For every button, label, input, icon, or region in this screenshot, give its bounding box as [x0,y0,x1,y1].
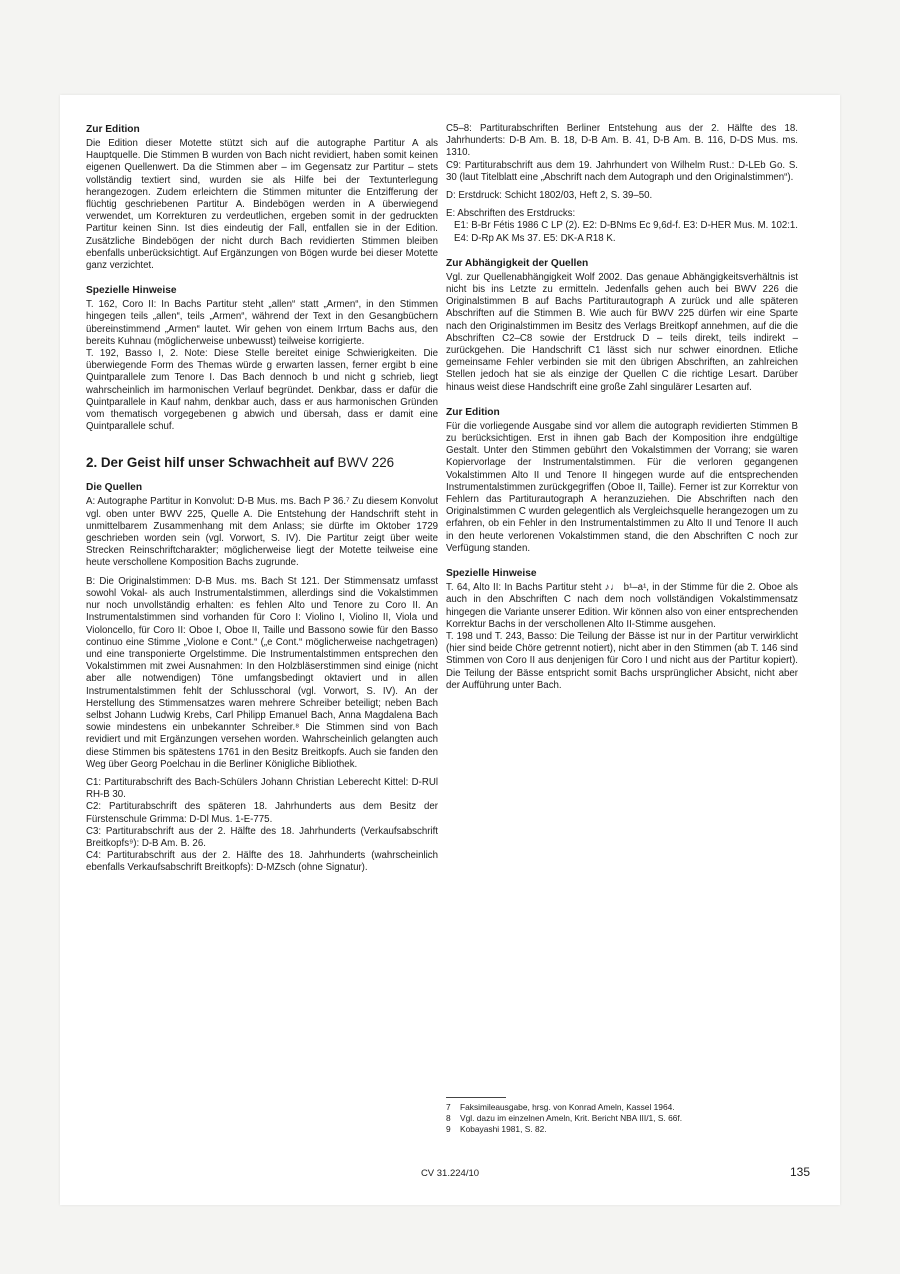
page-number: 135 [789,1165,810,1179]
footnote [446,1124,798,1135]
footnote-number: 7 [446,1102,451,1112]
source-b-paragraph: B: Die Originalstimmen: D-B Mus. ms. Bach St 121. Der Stimmensatz umfasst sowohl Vokal- als auch Instrumentalstimmen, allerdings sind die Vokalstimmen nur noch unvollständig erhalten: es fehlen Alto und Tenore zu Coro II. An Instrumentalstimmen sind vorhanden für Coro I: Violino I, Violino II, Viola und Violoncello, für Coro II: Oboe I, Oboe II, Taille und Bassono sowie für den Basso continuo eine Stimme „Violone e Cont.“ („e Cont.“ möglicherweise nachgetragen) und eine transponierte Orgelstimme. Die Instrumentalstimmen entsprechen den Vokalstimmen mit zwei Ausnahmen: In den Holzbläserstimmen sind einige (nicht aber alle notwendigen) Töne umfangsbedingt oktaviert und in allen Instrumentalstimmen fehlt der Schlusschoral (vgl. Vorwort, S. IV). An der Herstellung des Stimmensatzes waren mehrere Schreiber beteiligt; neben Bach selbst Johann Ludwig Krebs, Carl Philipp Emanuel Bach, Anna Magdalena Bach sowie mindestens ein unbekannter Schreiber.⁸ Die Stimmen sind von Bach revidiert und mit Ergänzungen versehen worden. Wahrscheinlich gelangten auch diese Stimmen bis spätestens 1761 in den Besitz Breitkopfs. Auch sie fanden den Weg über Georg Poelchau in die Berliner Königliche Bibliothek. [86,575,438,770]
source-c1-paragraph: C1: Partiturabschrift des Bach-Schülers Johann Christian Leberecht Kittel: D-RUl RH-B 30. [86,776,438,801]
footnote-number: 9 [446,1124,451,1134]
hints-heading: Spezielle Hinweise [86,285,177,297]
hint-paragraph: T. 64, Alto II: In Bachs Partitur steht ♪♩ b¹–a¹, in der Stimme für die 2. Oboe als auch in den Abschriften C nach dem noch vollständigen Vokalstimmensatz hingegen die Variante unserer Edition. Wir können also von einer entsprechenden Korrektur Bachs in der verschollenen Alto II-Stimme ausgehen. [446,582,798,630]
hint-paragraph: T. 162, Coro II: In Bachs Partitur steht „allen“ statt „Armen“, in den Stimmen hingegen teils „allen“, teils „Armen“, während der Text in den Gesangbüchern übereinstimmend „Armen“ lautet. Wir gehen von einem Irrtum Bachs aus, den bereits Kuhnau (möglicherweise unbewusst) teilweise korrigierte. [86,299,438,347]
edition-heading: Zur Edition [446,406,500,418]
footnote-text: Faksimileausgabe, hrsg. von Konrad Ameln, Kassel 1964. [460,1102,675,1112]
source-e-paragraph: E: Abschriften des Erstdrucks: [446,208,576,220]
bwv-number: BWV 226 [337,455,395,471]
edition-paragraph: Die Edition dieser Motette stützt sich auf die autographe Partitur A als Hauptquelle. Die Stimmen B wurden von Bach nicht revidiert, haben somit keinen eigenen Quellenwert. Da die Stimmen aber – im Gegensatz zur Partitur – stets vollständig textiert sind, wurden sie als Hilfe bei der Textunterlegung herangezogen. Zudem erleichtern die Stimmen mitunter die Entzifferung der flüchtig geschriebenen Partitur A. Bindebögen werden in A überwiegend verwendet, um Korrekturen zu verdeutlichen, ergeben somit in der gedruckten Partitur keinen Sinn. Ist dies eindeutig der Fall, entfallen sie in der Edition. Zusätzliche Bindebögen der nicht durch Bach revidierten Stimmen bleiben ebenfalls unberücksichtigt. Auf Ergänzungen von Bögen wurde bei dieser Motette ganz verzichtet. [86,138,438,272]
section-title [86,455,438,471]
dependency-paragraph: Vgl. zur Quellenabhängigkeit Wolf 2002. Das genaue Abhängigkeitsverhältnis ist nicht bis ins Letzte zu ermitteln. Jedenfalls gehen auch bei BWV 226 die Originalstimmen B auf Bachs Partiturautograph A zurück und alle späteren Abschriften auf die Stimmen B. Wie auch für BWV 225 dürfen wir eine Sparte nach den Originalstimmen im Besitz des Verlags Breitkopf annehmen, auf die die Abschriften C2–C8 sowie der Erstdruck D – teils direkt, teils indirekt – zurückgehen. Die Handschrift C1 lässt sich nur schwer einordnen. Etliche gemeinsame Fehler verbinden sie mit den übrigen Abschriften, an zahlreichen Stellen jedoch hat sie als einzige der Quellen C die richtige Lesart. Darüber hinaus weist diese Handschrift eine große Zahl singulärer Lesarten auf. [446,271,798,393]
section-title-text: 2. Der Geist hilf unser Schwachheit auf [86,455,334,471]
footnotes [446,1097,798,1135]
footnote-text: Kobayashi 1981, S. 82. [460,1124,547,1134]
source-c5-8-paragraph: C5–8: Partiturabschriften Berliner Entstehung aus der 2. Hälfte des 18. Jahrhunderts: D-B Am. B. 18, D-B Am. B. 41, D-B Am. B. 116, D-DS Mus. ms. 1310. [446,123,798,159]
footnote [446,1113,798,1124]
source-c2-paragraph: C2: Partiturabschrift des späteren 18. Jahrhunderts aus dem Besitz der Fürstenschule Grimma: D-Dl Mus. 1-E-775. [86,801,438,825]
footnote-rule [446,1097,506,1098]
hint-paragraph: T. 192, Basso I, 2. Note: Diese Stelle bereitet einige Schwierigkeiten. Die überwiegende Form des Themas würde g erwarten lassen, ferner ergibt b eine Quintparallele zum Tenore I. Das Bach dennoch b und nicht g schrieb, liegt wahrscheinlich im harmonischen Verlauf begründet. Denkbar, dass er dafür die Quintparallele in Kauf nahm, denkbar auch, dass er aus harmonischen Gründen vom thematisch vorgegebenen g abwich und übersah, dass er damit eine Quintparallele schuf. [86,348,438,433]
source-c3-paragraph: C3: Partiturabschrift aus der 2. Hälfte des 18. Jahrhunderts (Verkaufsabschrift Breitkopfs⁹): D-B Am. B. 26. [86,825,438,849]
left-column [86,123,438,875]
edition-paragraph: Für die vorliegende Ausgabe sind vor allem die autograph revidierten Stimmen B zu berücksichtigen. Erst in ihnen gab Bach der Komposition ihre endgültige Gestalt. Unter den Stimmen gebührt den Vokalstimmen der Vorrang; sie waren Kopiervorlage der Instrumentalstimmen. Für die verloren gegangenen Vokalstimmen Alto II und Tenore II hingegen wurde auf die entsprechenden Instrumentalstimmen zurückgegriffen (Oboe II, Taille). Ferner ist zur Korrektur von Fehlern das Partiturautograph A heranzuziehen. Die Abschriften nach den Originalstimmen C wurden gelegentlich als Vergleichsquelle herangezogen um zu erfahren, ob ein Fehler in den Instrumentalstimmen zu Alto II und Tenore II auch in den heute verlorenen Vokalstimmen stand, die den Abschriften C noch zur Verfügung standen. [446,420,798,554]
catalog-code: CV 31.224/10 [420,1168,480,1179]
source-a-paragraph: A: Autographe Partitur in Konvolut: D-B Mus. ms. Bach P 36.⁷ Zu diesem Konvolut vgl. oben unter BWV 225, Quelle A. Die Entstehung der Handschrift steht in unmittelbarem Zusammenhang mit dem Anlass; sie dürfte im Oktober 1729 geschrieben worden sein (vgl. Vorwort, S. IV). Die Partitur zeigt über weite Strecken Reinschriftcharakter; möglicherweise liegt der Motette teilweise eine heute verschollene Komposition Bachs zugrunde. [86,496,438,569]
dependency-heading: Zur Abhängigkeit der Quellen [446,257,589,269]
right-column [446,123,798,692]
source-e-list: E1: B-Br Fétis 1986 C LP (2). E2: D-BNms Ec 9,6d-f. E3: D-HER Mus. M. 102:1. E4: D-Rp AK Ms 37. E5: DK-A R18 K. [454,220,798,244]
edition-heading: Zur Edition [86,124,140,135]
hints-heading: Spezielle Hinweise [446,568,537,580]
footnote-text: Vgl. dazu im einzelnen Ameln, Krit. Bericht NBA III/1, S. 66f. [460,1113,683,1123]
hint-paragraph: T. 198 und T. 243, Basso: Die Teilung der Bässe ist nur in der Partitur verwirklicht (hier sind beide Chöre getrennt notiert), nicht aber in den Stimmen (ab T. 146 sind Stimmen von Coro II aus denjenigen für Coro I und nicht aus der Partitur kopiert). Die Teilung der Bässe entspricht somit Bachs ursprünglicher Absicht, nicht aber der Aufführung unter Bach. [446,630,798,691]
source-d-paragraph: D: Erstdruck: Schicht 1802/03, Heft 2, S. 39–50. [446,190,653,202]
source-c9-paragraph: C9: Partiturabschrift aus dem 19. Jahrhundert von Wilhelm Rust.: D-LEb Go. S. 30 (laut Titelblatt eine „Abschrift nach dem Autograph und den Originalstimmen“). [446,159,798,183]
document-page [60,95,840,1205]
footnote-number: 8 [446,1113,451,1123]
footnote [446,1102,798,1113]
source-c4-paragraph: C4: Partiturabschrift aus der 2. Hälfte des 18. Jahrhunderts (wahrscheinlich ebenfalls Verkaufsabschrift Breitkopfs): D-MZsch (ohne Signatur). [86,850,438,874]
sources-heading: Die Quellen [86,482,143,494]
